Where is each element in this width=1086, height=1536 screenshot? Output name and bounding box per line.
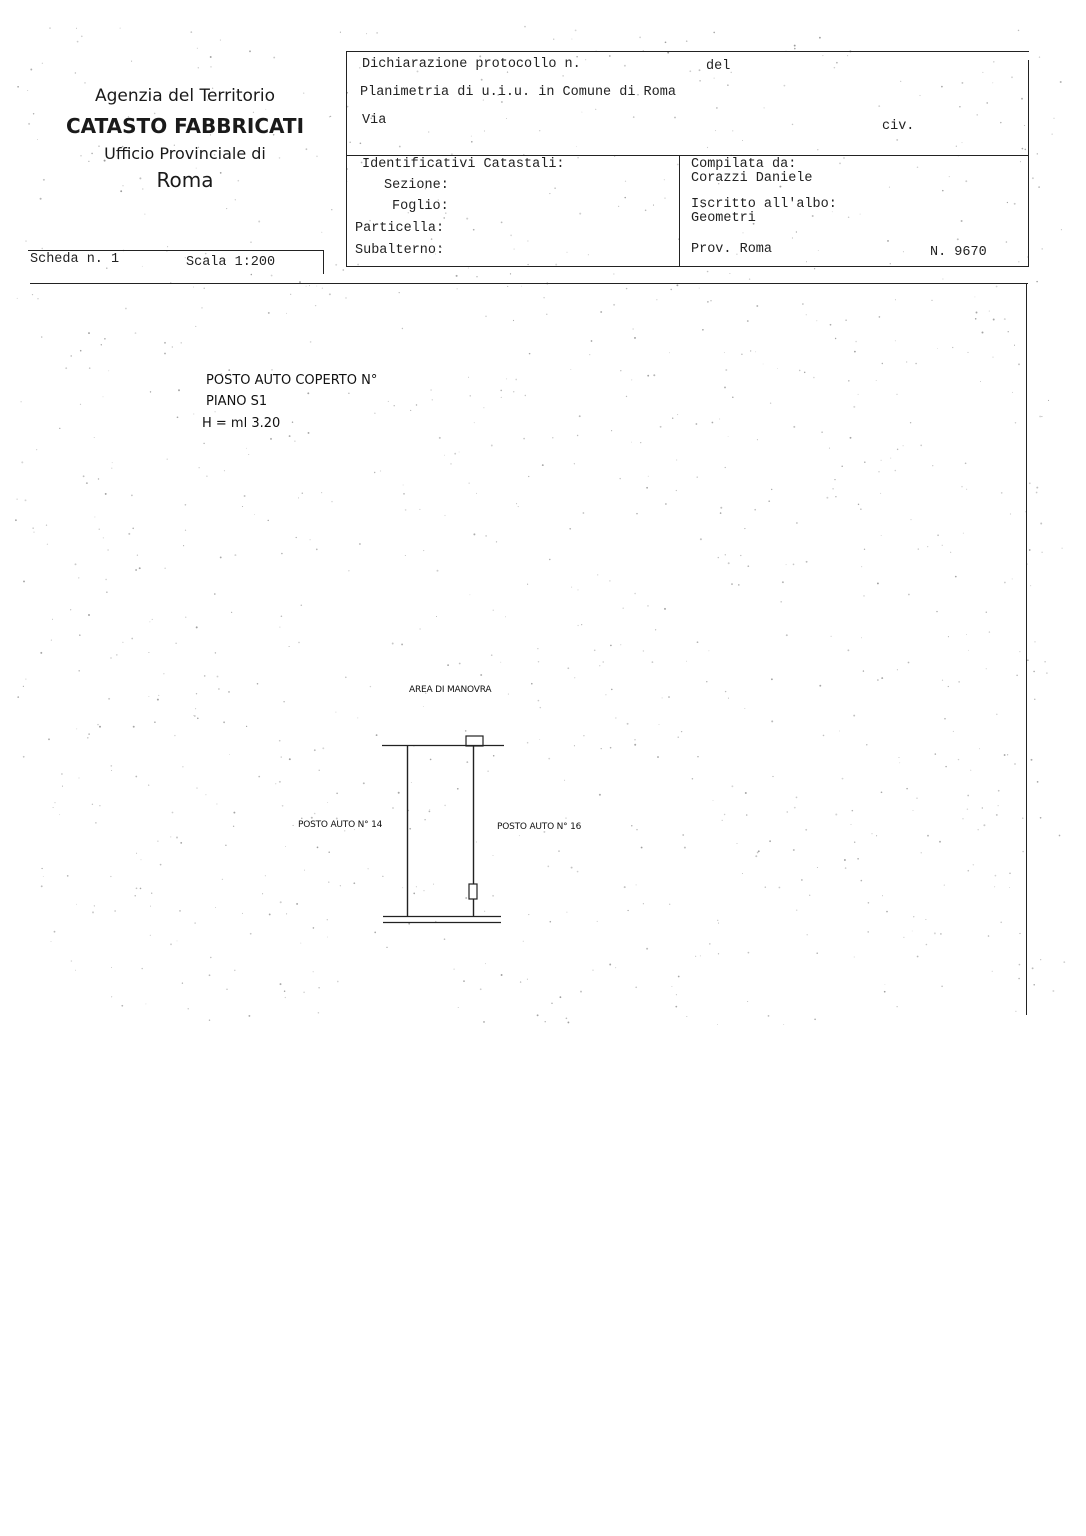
drawing-title: POSTO AUTO COPERTO N°	[206, 373, 378, 388]
pillar-symbol	[469, 884, 477, 899]
scala-label: Scala 1:200	[186, 255, 276, 270]
drawing-frame-right	[1026, 283, 1027, 1015]
particella-label: Particella:	[355, 221, 445, 236]
header-box-bottom	[346, 266, 1029, 267]
city-label: Roma	[156, 168, 214, 192]
header-box-left	[346, 51, 347, 267]
ufficio-label: Ufficio Provinciale di	[104, 144, 266, 163]
foglio-label: Foglio:	[392, 199, 449, 214]
header-box-top	[346, 51, 1029, 52]
prov-label: Prov. Roma	[691, 242, 773, 257]
maneuver-area-label: AREA DI MANOVRA	[409, 685, 492, 695]
via-label: Via	[362, 113, 387, 128]
civ-label: civ.	[882, 119, 915, 134]
scheda-right-rule	[323, 250, 324, 274]
floor-label: PIANO S1	[206, 394, 268, 409]
albo-value: Geometri	[691, 211, 756, 226]
planimetria-label: Planimetria di u.i.u. in Comune di Roma	[360, 85, 676, 100]
dichiarazione-label: Dichiarazione protocollo n.	[362, 57, 581, 72]
registration-number: N. 9670	[930, 245, 987, 260]
catasto-title: CATASTO FABBRICATI	[65, 114, 305, 138]
iscritto-label: Iscritto all'albo:	[691, 197, 837, 212]
agency-name: Agenzia del Territorio	[94, 86, 276, 106]
parking-space-14-label: POSTO AUTO N° 14	[298, 820, 383, 830]
parking-space-16-label: POSTO AUTO N° 16	[497, 822, 582, 832]
compilata-name: Corazzi Daniele	[691, 171, 813, 186]
height-label: H = ml 3.20	[202, 416, 281, 431]
compilata-label: Compilata da:	[691, 157, 797, 172]
scheda-number: Scheda n. 1	[30, 252, 120, 267]
scheda-top-rule	[28, 250, 324, 251]
header-box-column-divider	[679, 155, 680, 266]
column-symbol	[466, 736, 483, 746]
header-box-right	[1028, 60, 1029, 267]
header-box-divider	[346, 155, 1029, 156]
subalterno-label: Subalterno:	[355, 243, 445, 258]
identificativi-title: Identificativi Catastali:	[362, 157, 565, 172]
del-label: del	[706, 59, 731, 74]
sezione-label: Sezione:	[384, 178, 449, 193]
drawing-frame-top	[30, 283, 1028, 284]
